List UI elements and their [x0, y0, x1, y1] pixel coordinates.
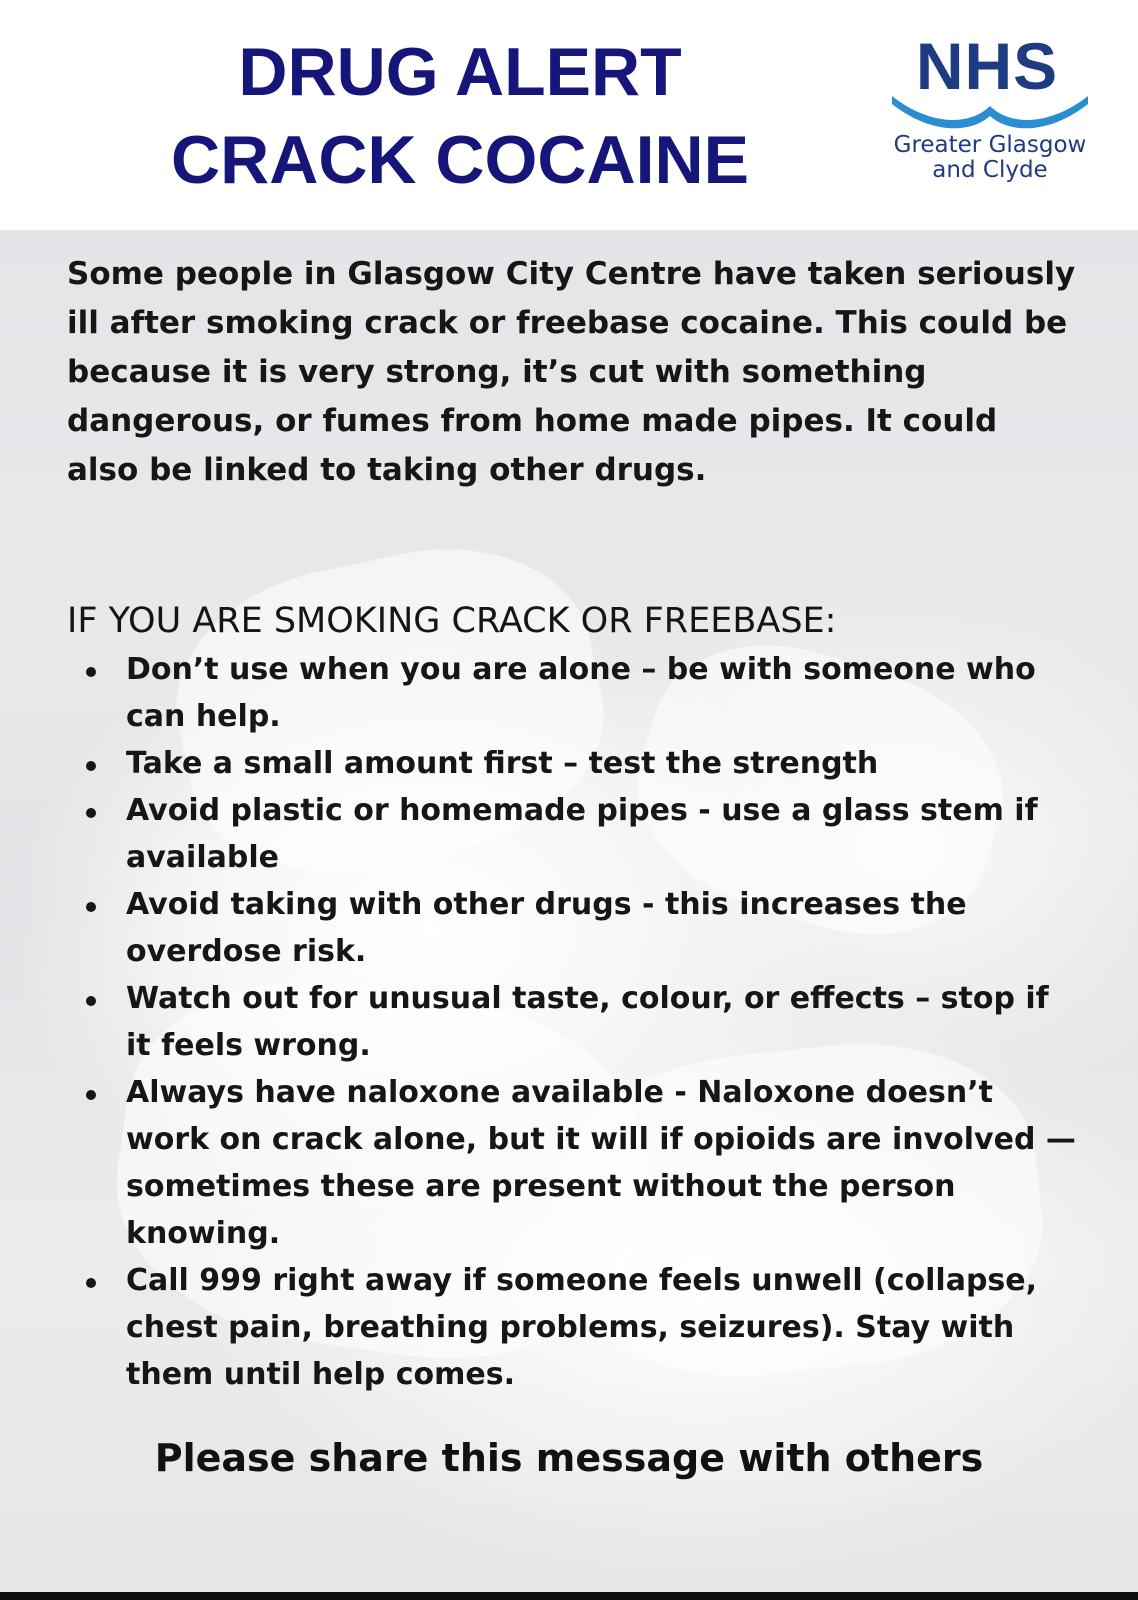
- section-heading: IF YOU ARE SMOKING CRACK OR FREEBASE:: [67, 601, 837, 641]
- share-message: Please share this message with others: [154, 1436, 984, 1480]
- page-title: [100, 28, 820, 204]
- tip-text: Call 999 right away if someone feels unwell (collapse, chest pain, breathing problems, seizures). Stay with them until help comes.: [126, 1263, 1038, 1392]
- tip-text: Watch out for unusual taste, colour, or effects – stop if it feels wrong.: [126, 981, 1049, 1063]
- nhs-logo: [870, 30, 1110, 200]
- tip-text: Avoid plastic or homemade pipes - use a glass stem if available: [126, 793, 1038, 875]
- list-item: [86, 787, 1076, 881]
- bullet-icon: [86, 996, 96, 1006]
- list-item: [86, 1069, 1076, 1257]
- alert-body: [0, 230, 1138, 1592]
- bullet-icon: [86, 667, 96, 677]
- safety-tips-list: [86, 646, 1076, 1398]
- list-item: [86, 1257, 1076, 1398]
- bullet-icon: [86, 808, 96, 818]
- tip-text: Avoid taking with other drugs - this increases the overdose risk.: [126, 887, 967, 969]
- bullet-icon: [86, 902, 96, 912]
- nhs-logo-wordmark: NHS: [915, 29, 1059, 103]
- title-line-1: DRUG ALERT: [238, 34, 682, 110]
- bullet-icon: [86, 761, 96, 771]
- list-item: [86, 881, 1076, 975]
- bullet-icon: [86, 1090, 96, 1100]
- list-item: [86, 740, 1076, 787]
- bottom-border: [0, 1592, 1138, 1600]
- tip-text: Take a small amount first – test the strength: [126, 746, 879, 781]
- nhs-org-name: [870, 133, 1110, 183]
- intro-paragraph: Some people in Glasgow City Centre have taken seriously ill after smoking crack or freebase cocaine. This could be because it is very strong, it’s cut with something dangerous, or fumes from home made pipes. It could also be linked to taking other drugs.: [67, 256, 1076, 488]
- org-name-line-1: Greater Glasgow: [893, 132, 1087, 158]
- header: [0, 0, 1138, 230]
- title-line-2: CRACK COCAINE: [171, 122, 749, 198]
- list-item: [86, 975, 1076, 1069]
- bullet-icon: [86, 1278, 96, 1288]
- list-item: [86, 646, 1076, 740]
- tip-text: Don’t use when you are alone – be with someone who can help.: [126, 652, 1036, 734]
- tip-text: Always have naloxone available - Naloxone doesn’t work on crack alone, but it will if opioids are involved — sometimes these are present without the person knowing.: [126, 1075, 1076, 1251]
- org-name-line-2: and Clyde: [932, 157, 1048, 183]
